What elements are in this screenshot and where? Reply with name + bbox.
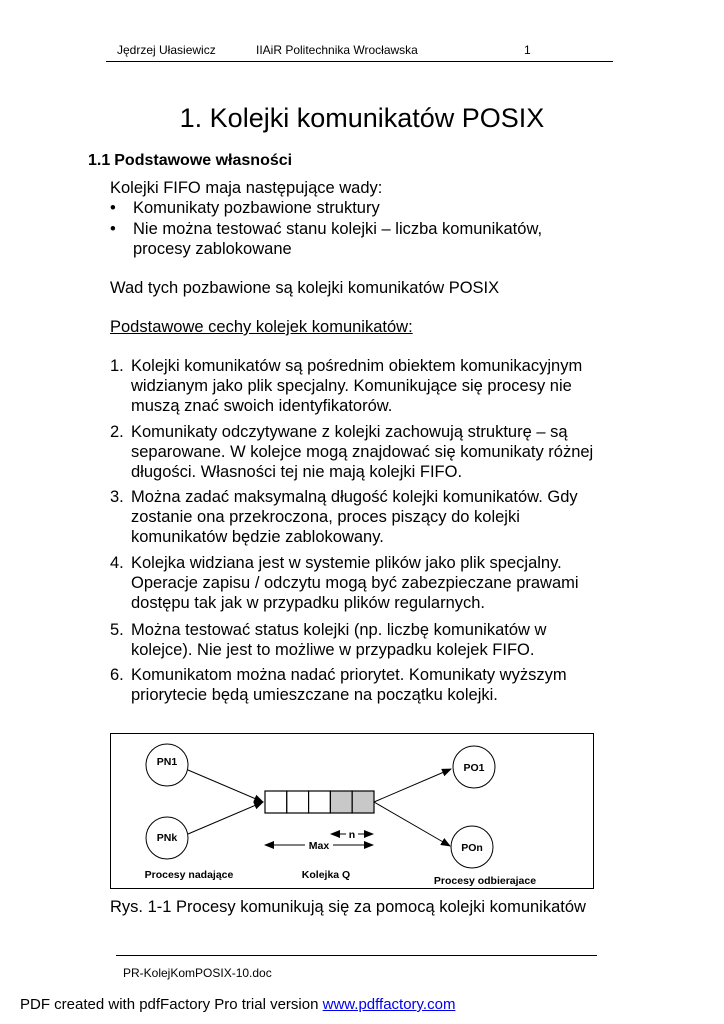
intro-text: Kolejki FIFO maja następujące wady: <box>110 179 383 197</box>
feature-line: długości. Własności tej nie mają kolejki FIFO. <box>131 463 463 481</box>
queue-slot-empty <box>287 791 309 813</box>
arrow-receiver-1 <box>374 769 451 802</box>
sender-1-label: PN1 <box>156 756 178 768</box>
arrow-sender-k <box>188 802 263 834</box>
feature-line: zostanie ona przekroczona, proces piszący do kolejki <box>131 508 520 526</box>
bullet-text: procesy zablokowane <box>133 240 292 258</box>
feature-number: 3. <box>110 488 124 506</box>
feature-line: Można zadać maksymalną długość kolejki komunikatów. Gdy <box>131 488 578 506</box>
queue-slots <box>265 791 374 813</box>
bullet-dot: • <box>110 220 116 238</box>
section-title: Podstawowe własności <box>114 152 293 169</box>
features-heading: Podstawowe cechy kolejek komunikatów: <box>110 318 413 336</box>
header-page-number: 1 <box>524 43 531 57</box>
feature-line: separowane. W kolejce mogą znajdować się komunikaty różnej <box>131 443 594 461</box>
senders-caption: Procesy nadające <box>144 869 234 881</box>
feature-line: Można testować status kolejki (np. liczbę komunikatów w <box>131 621 547 639</box>
bullet-text: Nie można testować stanu kolejki – liczba komunikatów, <box>133 220 543 238</box>
queue-slot-empty <box>265 791 287 813</box>
feature-line: Kolejka widziana jest w systemie plików jako plik specjalny. <box>131 554 562 572</box>
page-title: 1. Kolejki komunikatów POSIX <box>179 103 545 133</box>
section-number: 1.1 <box>88 152 111 169</box>
feature-line: komunikatów będzie zablokowany. <box>131 528 384 546</box>
queue-slot-filled <box>352 791 374 813</box>
n-label: n <box>348 829 356 841</box>
feature-line: Operacje zapisu / odczytu mogą być zabezpieczane prawami <box>131 574 579 592</box>
pdffactory-link[interactable]: www.pdffactory.com <box>322 996 456 1013</box>
queue-slot-empty <box>309 791 331 813</box>
sender-k-label: PNk <box>156 832 178 844</box>
header-institution: IIAiR Politechnika Wrocławska <box>256 43 418 57</box>
footer-rule <box>116 955 597 956</box>
feature-line: Komunikatom można nadać priorytet. Komunikaty wyższym <box>131 666 567 684</box>
receivers-caption: Procesy odbierajace <box>433 875 537 887</box>
feature-line: priorytecie będą umieszczane na początku kolejki. <box>131 686 498 704</box>
statement-text: Wad tych pozbawione są kolejki komunikatów POSIX <box>110 279 500 297</box>
feature-number: 5. <box>110 621 124 639</box>
queue-caption: Kolejka Q <box>301 869 351 881</box>
feature-number: 2. <box>110 423 124 441</box>
pdf-notice <box>20 996 455 1013</box>
header-author: Jędrzej Ułasiewicz <box>117 43 216 57</box>
feature-number: 1. <box>110 357 124 375</box>
pdf-notice-text: PDF created with pdfFactory Pro trial version <box>20 996 323 1013</box>
header-rule <box>106 61 613 62</box>
feature-line: widzianym jako plik specjalny. Komunikujące się procesy nie <box>131 377 572 395</box>
feature-number: 4. <box>110 554 124 572</box>
arrow-sender-1 <box>188 770 263 802</box>
queue-slot-filled <box>330 791 352 813</box>
feature-line: dostępu tak jak w przypadku plików regularnych. <box>131 594 486 612</box>
queue-diagram-svg <box>111 734 595 890</box>
feature-line: muszą znać swoich identyfikatorów. <box>131 397 393 415</box>
feature-line: Komunikaty odczytywane z kolejki zachowują strukturę – są <box>131 423 568 441</box>
feature-number: 6. <box>110 666 124 684</box>
section-heading <box>88 152 292 170</box>
bullet-text: Komunikaty pozbawione struktury <box>133 199 380 217</box>
arrow-receiver-n <box>374 802 450 846</box>
max-label: Max <box>308 840 330 852</box>
feature-line: Kolejki komunikatów są pośrednim obiektem komunikacyjnym <box>131 357 583 375</box>
footer-filename: PR-KolejKomPOSIX-10.doc <box>123 966 272 980</box>
feature-line: kolejce). Nie jest to możliwe w przypadku kolejek FIFO. <box>131 641 535 659</box>
bullet-dot: • <box>110 199 116 217</box>
receiver-n-label: POn <box>461 842 483 854</box>
queue-diagram <box>110 733 594 889</box>
receiver-1-label: PO1 <box>463 762 485 774</box>
figure-caption: Rys. 1-1 Procesy komunikują się za pomocą kolejki komunikatów <box>110 898 586 916</box>
